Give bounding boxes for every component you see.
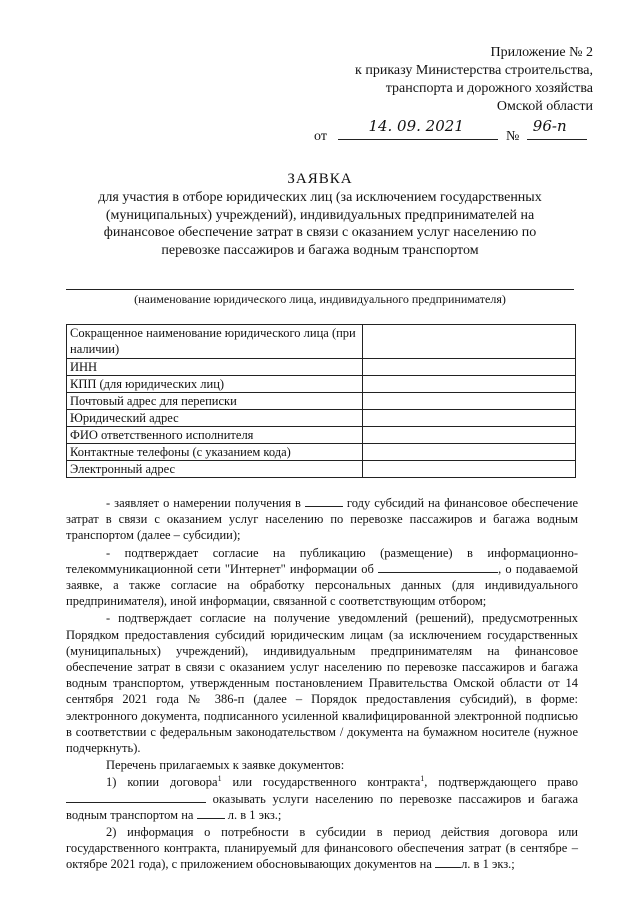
year-blank (305, 495, 343, 507)
row-label: КПП (для юридических лиц) (67, 376, 363, 393)
document-blank (66, 791, 206, 803)
paragraph-notification-consent: - подтверждает согласие на получение уведомлений (решений), предусмотренных Порядком предоставления субсидий юридическим лицам (за исключением государственных (муниципальных) учреждений), индивидуальным предпринимателям на финансовое обеспечение затрат в связи с оказанием услуг населению по перевозке пассажиров и багажа водным транспортом, утвержденным постановлением Правительства Омской области от 14 сентября 2021 года № 386-п (далее – Порядок предоставления субсидий), в форме: электронного документа, подписанного усиленной квалифицированной электронной подписью в соответствии с федеральным законодательством / документа на бумажном носителе (нужное подчеркнуть). (66, 611, 578, 756)
table-row (67, 461, 576, 478)
subtitle-line-4: перевозке пассажиров и багажа водным транспортом (161, 242, 479, 258)
date-line (338, 117, 498, 140)
number-line (527, 117, 587, 140)
table-row (67, 427, 576, 444)
organization-name-caption: (наименование юридического лица, индивидуального предпринимателя) (134, 292, 506, 306)
row-value (363, 376, 576, 393)
row-label: Контактные телефоны (с указанием кода) (67, 444, 363, 461)
number-label: № (505, 129, 520, 144)
row-label: ФИО ответственного исполнителя (67, 427, 363, 444)
doc1-text-a: 1) копии договора (106, 775, 218, 790)
doc2-text-a: 2) информация о потребности в субсидии в период действия договора или государственного контракта, планируемый для финансового обеспечения затрат (в сентябре – октябре 2021 года), с приложением обосновывающих документов на (66, 825, 578, 872)
table-row (67, 393, 576, 410)
applicant-info-table (66, 324, 576, 478)
pages-blank (197, 807, 225, 819)
publication-blank (378, 561, 498, 573)
pages-blank (435, 856, 461, 868)
ministry-line: транспорта и дорожного хозяйства (385, 81, 593, 96)
table-row (67, 359, 576, 376)
row-value (363, 393, 576, 410)
from-label: от (314, 129, 327, 144)
appendix-number: Приложение № 2 (490, 45, 593, 60)
doc1-text-e: л. в 1 экз.; (227, 807, 282, 822)
document-subtitle (0, 189, 640, 259)
row-label: Электронный адрес (67, 461, 363, 478)
row-value (363, 461, 576, 478)
subtitle-line-1: для участия в отборе юридических лиц (за исключением государственных (98, 190, 542, 205)
publication-text-end: , о подаваемой заявке, а также согласие на обработку персональных данных (для индивидуального предпринимателя), иной информации, связанной с соответствующим отбором; (66, 561, 579, 609)
doc1-text-b: или государственного контракта (232, 775, 421, 790)
application-body (66, 495, 578, 874)
paragraph-document-2 (66, 824, 578, 873)
row-value (363, 325, 576, 359)
organization-name-line (66, 289, 574, 290)
row-value (363, 427, 576, 444)
subtitle-line-3: финансовое обеспечение затрат в связи с оказанием услуг населению по (103, 225, 537, 240)
handwritten-date: 14. 09. 2021 (368, 117, 464, 135)
row-value (363, 410, 576, 427)
row-value (363, 359, 576, 376)
row-label: Сокращенное наименование юридического лица (при наличии) (67, 325, 363, 359)
publication-text-start: - подтверждает согласие на публикацию (размещение) в информационно-телекоммуникационной сети "Интернет" информации об (66, 545, 578, 576)
footnote-ref: 1 (420, 774, 425, 784)
order-reference-line: к приказу Министерства строительства, (355, 63, 593, 78)
doc2-text-b: л. в 1 экз.; (461, 857, 515, 872)
doc1-text-d: оказывать услуги населению по перевозке пассажиров и багажа водным транспортом на (66, 791, 578, 822)
region-line: Омской области (496, 99, 593, 114)
table-row (67, 410, 576, 427)
subtitle-line-2: (муниципальных) учреждений), индивидуальных предпринимателей на (105, 207, 535, 223)
intent-text-end: году субсидий на финансовое обеспечение затрат в связи с оказанием услуг населению по перевозке пассажиров и багажа водным транспортом (далее – субсидии); (66, 496, 579, 543)
paragraph-intent (66, 495, 578, 544)
doc1-text-c: , подтверждающего право (424, 775, 578, 790)
row-label: Почтовый адрес для переписки (67, 393, 363, 410)
row-value (363, 444, 576, 461)
paragraph-document-1 (66, 774, 578, 823)
row-label: ИНН (67, 359, 363, 376)
row-label: Юридический адрес (67, 410, 363, 427)
table-row (67, 444, 576, 461)
table-row (67, 325, 576, 359)
intent-text-start: - заявляет о намерении получения в (106, 496, 301, 510)
footnote-ref: 1 (217, 774, 222, 784)
paragraph-documents-heading: Перечень прилагаемых к заявке документов: (106, 758, 345, 773)
table-row (67, 376, 576, 393)
order-date-number (314, 117, 587, 145)
handwritten-number: 96-п (532, 117, 567, 135)
paragraph-publication-consent (66, 545, 578, 610)
document-title: ЗАЯВКА (287, 171, 353, 187)
